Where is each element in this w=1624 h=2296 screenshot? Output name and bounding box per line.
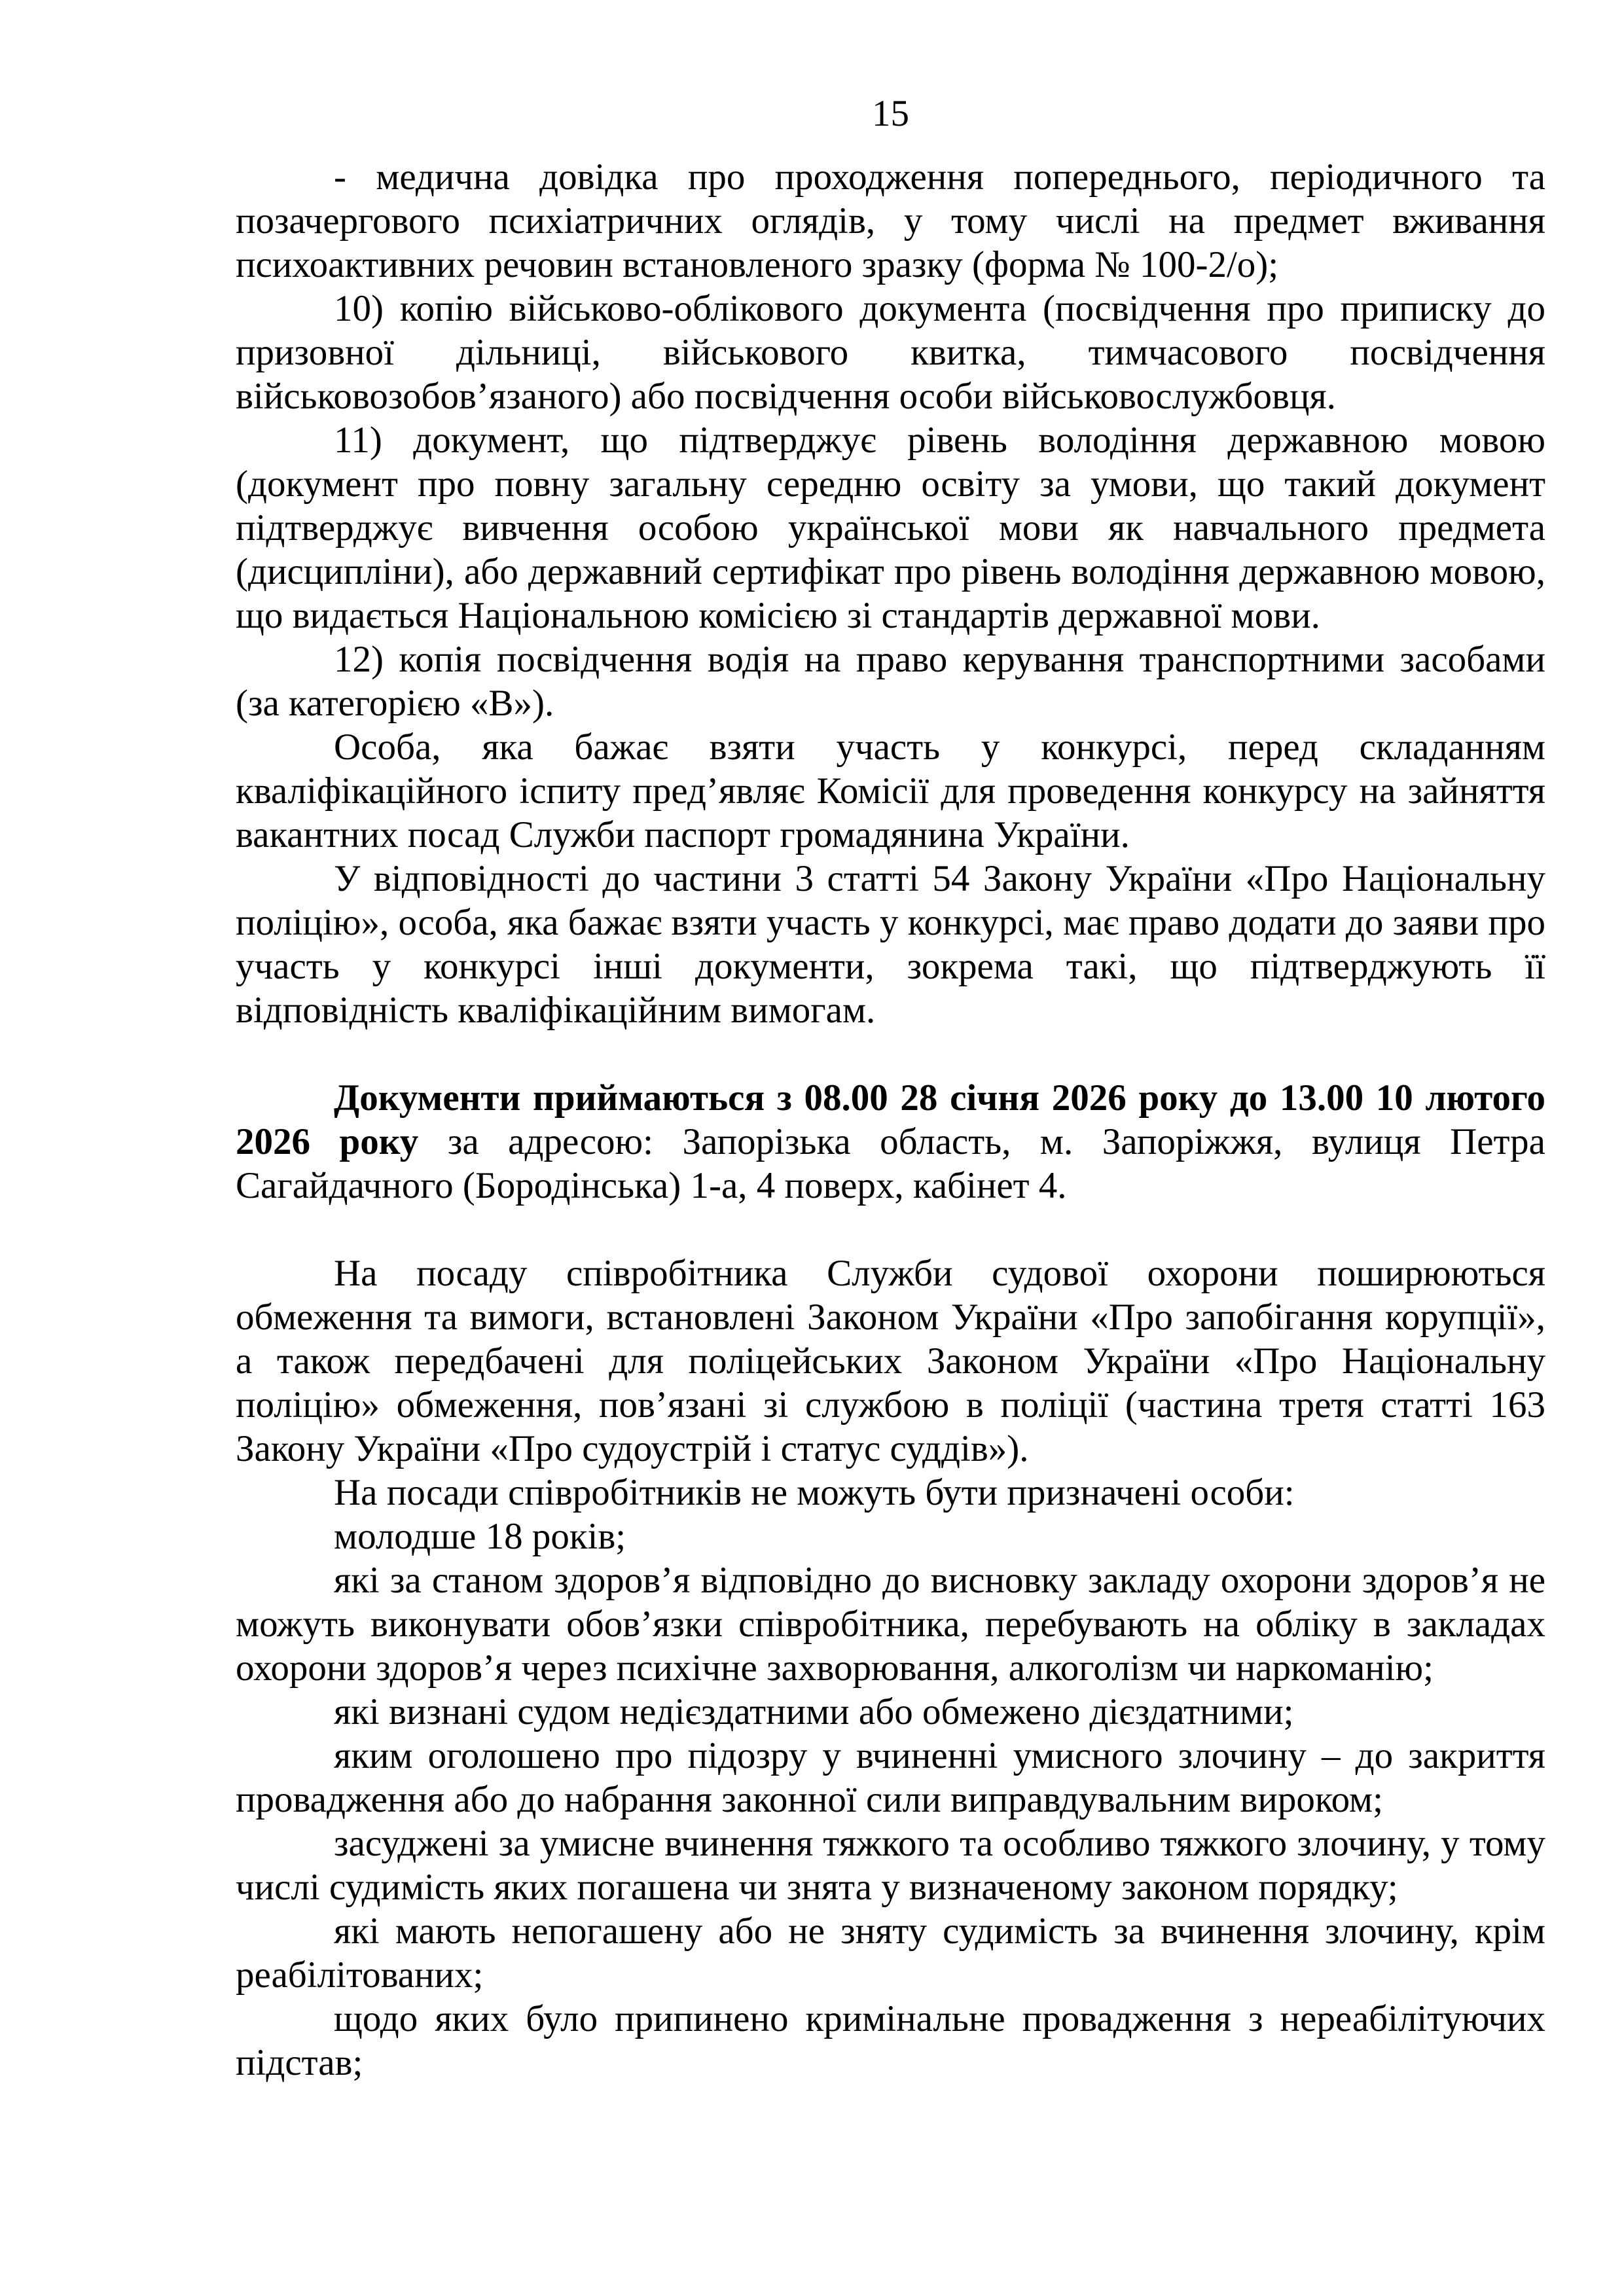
page-content [236,92,1545,2085]
paragraph-medical-certificate: - медична довідка про проходження попереднього, періодичного та позачергового психіатричних оглядів, у тому числі на предмет вживання психоактивних речовин встановленого зразку (форма № 100-2/о); [236,156,1545,285]
paragraph-item-10-military-document: 10) копію військово-облікового документа (посвідчення про приписку до призовної дільниці, військового квитка, тимчасового посвідчення військовозобов’язаного) або посвідчення особи військовослужбовця. [236,288,1545,417]
acceptance-address-text: за адресою: Запорізька область, м. Запоріжжя, вулиця Петра Сагайдачного (Бородінська) 1-а, 4 поверх, кабінет 4. [236,1121,1545,1206]
paragraph-restrictions: На посаду співробітника Служби судової охорони поширюються обмеження та вимоги, встановлені Законом України «Про запобігання корупції», а також передбачені для поліцейських Законом України «Про Національну поліцію» обмеження, пов’язані зі службою в поліції (частина третя статті 163 Закону України «Про судоустрій і статус суддів»). [236,1253,1545,1469]
paragraph-criminal-suspicion: яким оголошено про підозру у вчиненні умисного злочину – до закриття провадження або до набрання законної сили виправдувальним вироком; [236,1735,1545,1820]
paragraph-documents-acceptance [236,1076,1545,1208]
page-number: 15 [872,93,909,134]
paragraph-non-rehabilitating-grounds: щодо яких було припинено кримінальне провадження з нереабілітуючих підстав; [236,1998,1545,2083]
paragraph-health-condition: які за станом здоров’я відповідно до висновку закладу охорони здоров’я не можуть виконувати обов’язки співробітника, перебувають на обліку в закладах охорони здоров’я через психічне захворювання, алкоголізм чи наркоманію; [236,1560,1545,1689]
paragraph-item-11-language-document: 11) документ, що підтверджує рівень володіння державною мовою (документ про повну загальну середню освіту за умови, що такий документ підтверджує вивчення особою української мови як навчального предмета (дисципліни), або державний сертифікат про рівень володіння державною мовою, що видається Національною комісією зі стандартів державної мови. [236,420,1545,636]
paragraph-unexpunged-conviction: які мають непогашену або не зняту судимість за вчинення злочину, крім реабілітованих; [236,1910,1545,1996]
paragraph-item-12-driver-license: 12) копія посвідчення водія на право керування транспортними засобами (за категорією «В»). [236,639,1545,724]
paragraph-under-18: молодше 18 років; [334,1516,626,1557]
paragraph-additional-documents: У відповідності до частини 3 статті 54 Закону України «Про Національну поліцію», особа, яка бажає взяти участь у конкурсі, має право додати до заяви про участь у конкурсі інші документи, зокрема такі, що підтверджують її відповідність кваліфікаційним вимогам. [236,858,1545,1031]
paragraph-passport-requirement: Особа, яка бажає взяти участь у конкурсі, перед складанням кваліфікаційного іспиту пред’являє Комісії для проведення конкурсу на зайняття вакантних посад Служби паспорт громадянина України. [236,726,1545,855]
acceptance-dates-bold-text: Документи приймаються з 08.00 28 січня 2026 року до 13.00 10 лютого 2026 року [236,1077,1545,1162]
paragraph-ineligible-persons-intro: На посади співробітників не можуть бути призначені особи: [334,1472,1295,1513]
paragraph-convicted-grave-crime: засуджені за умисне вчинення тяжкого та особливо тяжкого злочину, у тому числі судимість яких погашена чи знята у визначеному законом порядку; [236,1823,1545,1908]
paragraph-legal-incapacity: які визнані судом недієздатними або обмежено дієздатними; [334,1691,1294,1732]
